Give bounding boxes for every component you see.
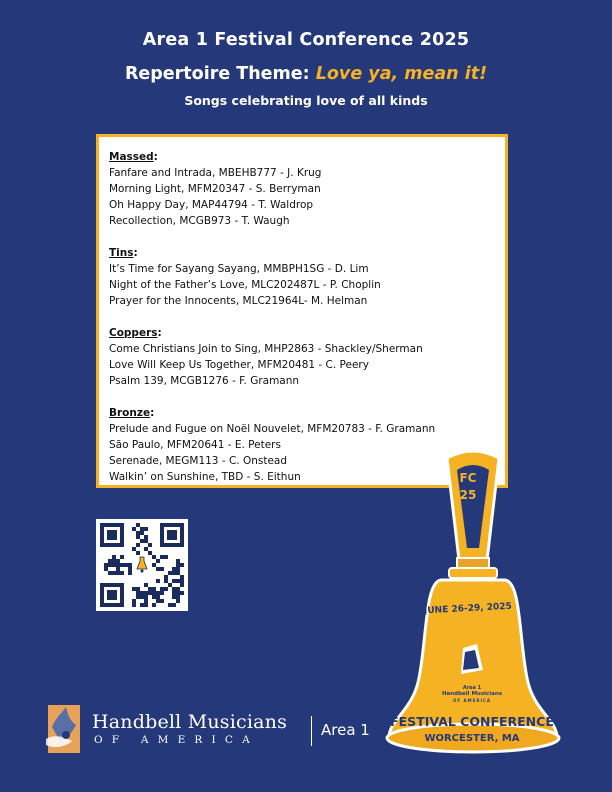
area-label: Area 1: [321, 721, 370, 739]
repertoire-theme: [0, 64, 612, 84]
piece-item: Oh Happy Day, MAP44794 - T. Waldrop: [109, 199, 314, 211]
bell-logo-name: Handbell Musicians: [441, 691, 503, 697]
piece-item: Love Will Keep Us Together, MFM20481 - C. Peery: [109, 359, 369, 371]
piece-item: São Paulo, MFM20641 - E. Peters: [109, 439, 281, 451]
bell-logo-area: Area 1: [462, 685, 482, 691]
section-title-text: Massed: [109, 151, 154, 163]
section-title-text: Bronze: [109, 407, 151, 419]
org-name: Handbell Musicians: [92, 711, 288, 733]
handbell-logo-icon: [42, 697, 84, 757]
theme-label: Repertoire Theme:: [124, 64, 316, 84]
org-subtitle: OF AMERICA: [94, 734, 259, 746]
section-title-text: Tins: [109, 247, 134, 259]
bell-dates: JUNE 26-29, 2025: [423, 601, 513, 617]
section-title: Tins:: [109, 247, 138, 259]
section-tins: [109, 245, 505, 309]
footer-divider: [311, 716, 312, 746]
bell-conference: FESTIVAL CONFERENCE: [390, 714, 554, 729]
theme-value: Love ya, mean it!: [315, 64, 488, 84]
piece-item: Morning Light, MFM20347 - S. Berryman: [109, 183, 321, 195]
bell-city: WORCESTER, MA: [424, 733, 520, 744]
repertoire-box: [96, 134, 508, 488]
bell-fc-line1: FC: [459, 471, 477, 485]
section-coppers: [109, 325, 505, 389]
piece-item: It’s Time for Sayang Sayang, MMBPH1SG - D. Lim: [109, 263, 369, 275]
qr-code[interactable]: [96, 519, 188, 611]
piece-item: Night of the Father’s Love, MLC202487L - P. Choplin: [109, 279, 381, 291]
section-title: Coppers:: [109, 327, 162, 339]
section-title-text: Coppers: [109, 327, 158, 339]
page-title: Area 1 Festival Conference 2025: [142, 30, 470, 50]
piece-item: Come Christians Join to Sing, MHP2863 - Shackley/Sherman: [109, 343, 423, 355]
section-title: Massed:: [109, 151, 158, 163]
bell-fc-line2: 25: [459, 488, 477, 502]
page-subtitle: Songs celebrating love of all kinds: [184, 93, 428, 108]
section-title: Bronze:: [109, 407, 155, 419]
piece-item: Fanfare and Intrada, MBEHB777 - J. Krug: [109, 167, 322, 179]
piece-item: Serenade, MEGM113 - C. Onstead: [109, 455, 288, 467]
piece-item: Prelude and Fugue on Noël Nouvelet, MFM20783 - F. Gramann: [109, 423, 436, 435]
bell-logo-sub: OF AMERICA: [453, 698, 491, 703]
section-massed: [109, 149, 505, 229]
piece-item: Prayer for the Innocents, MLC21964L- M. Helman: [109, 295, 368, 307]
piece-item: Psalm 139, MCGB1276 - F. Gramann: [109, 375, 300, 387]
piece-item: Recollection, MCGB973 - T. Waugh: [109, 215, 290, 227]
piece-item: Walkin’ on Sunshine, TBD - S. Eithun: [109, 471, 301, 483]
